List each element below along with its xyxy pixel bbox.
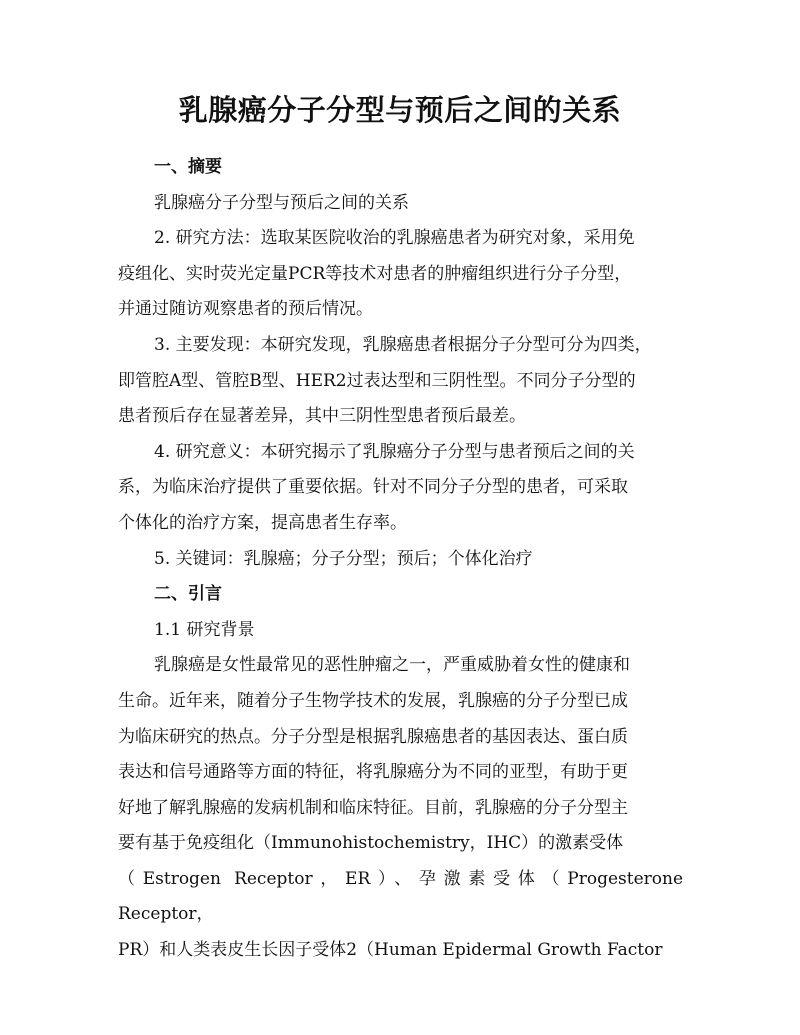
abstract-paragraph-5: 5. 关键词：乳腺癌；分子分型；预后；个体化治疗 bbox=[154, 548, 533, 569]
abstract-paragraph-4: 4. 研究意义：本研究揭示了乳腺癌分子分型与患者预后之间的关 系，为临床治疗提供了重要依据。针对不同分子分型的患者，可采取 个体化的治疗方案，提高患者生存率。 bbox=[118, 441, 635, 533]
section-heading-abstract: 一、摘要 bbox=[154, 157, 222, 177]
abstract-paragraph-2: 2. 研究方法：选取某医院收治的乳腺癌患者为研究对象，采用免 疫组化、实时荧光定量PCR等技术对患者的肿瘤组织进行分子分型， 并通过随访观察患者的预后情况。 bbox=[118, 228, 635, 320]
document-body bbox=[118, 150, 683, 969]
document-title: 乳腺癌分子分型与预后之间的关系 bbox=[178, 93, 622, 127]
section-heading-introduction: 二、引言 bbox=[154, 584, 222, 605]
introduction-subheading: 1.1 研究背景 bbox=[154, 619, 255, 640]
introduction-paragraph-1: 乳腺癌是女性最常见的恶性肿瘤之一，严重威胁着女性的健康和 生命。近年来，随着分子生物学技术的发展，乳腺癌的分子分型已成 为临床研究的热点。分子分型是根据乳腺癌患者的基因表达、蛋白质 表达和信号通路等方面的特征，将乳腺癌分为不同的亚型，有助于更 好地了解乳腺癌的发病机制和临床特征。目前，乳腺癌的分子分型主 要有基于免疫组化（Immunohistochemistry，IHC）的激素受体 （Estrogen Receptor，ER）、孕激素受体（Progesterone Receptor， PR）和人类表皮生长因子受体2（Human Epidermal Growth Factor bbox=[118, 655, 683, 961]
abstract-paragraph-3: 3. 主要发现：本研究发现，乳腺癌患者根据分子分型可分为四类， 即管腔A型、管腔B型、HER2过表达型和三阴性型。不同分子分型的 患者预后存在显著差异，其中三阴性型患者预后最差。 bbox=[118, 334, 652, 427]
abstract-paragraph-1: 乳腺癌分子分型与预后之间的关系 bbox=[154, 192, 409, 213]
